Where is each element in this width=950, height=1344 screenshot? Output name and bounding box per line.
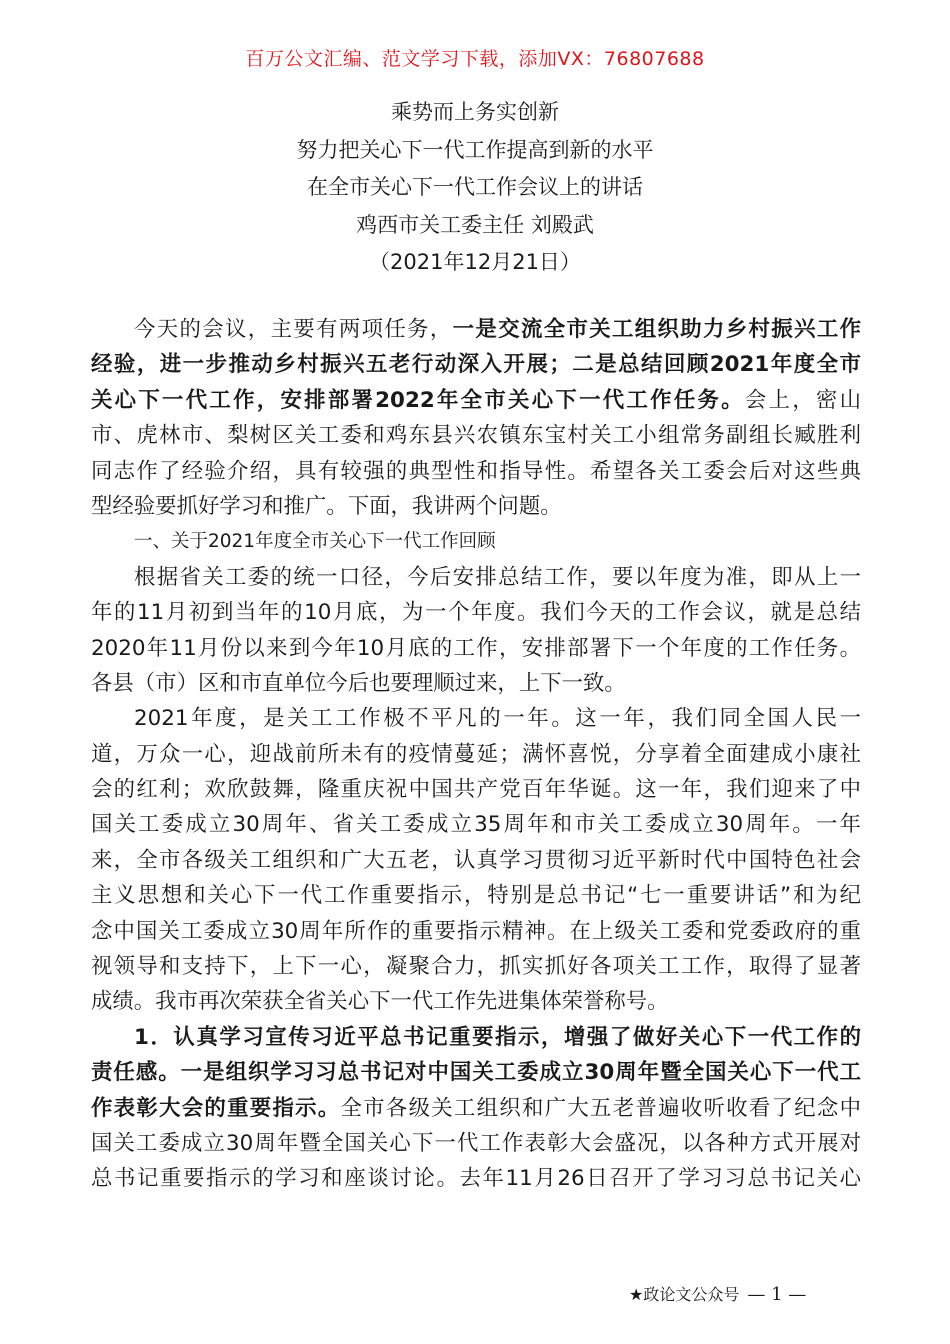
- paragraph-line: 年的11月初到当年的10月底，为一个年度。我们今天的工作会议，就是总结: [91, 600, 861, 626]
- paragraph-line: 来，全市各级关工组织和广大五老，认真学习贯彻习近平新时代中国特色社会: [91, 847, 861, 873]
- paragraph-line: 2020年11月份以来到今年10月底的工作，安排部署下一个年度的工作任务。: [91, 635, 861, 661]
- paragraph-line: 成绩。我市再次荣获全省关心下一代工作先进集体荣誉称号。: [91, 989, 669, 1015]
- section-heading: 一、关于2021年度全市关心下一代工作回顾: [134, 531, 496, 553]
- paragraph-line: 作表彰大会的重要指示。全市各级关工组织和广大五老普遍收听收看了纪念中: [91, 1095, 861, 1121]
- paragraph-line: 市、虎林市、梨树区关工委和鸡东县兴农镇东宝村关工小组常务副组长臧胜利: [91, 423, 861, 449]
- paragraph-line: 视领导和支持下，上下一心，凝聚合力，抓实抓好各项关工工作，取得了显著: [91, 954, 861, 980]
- title-line-1: 乘势而上务实创新: [391, 100, 559, 124]
- paragraph-line: 主义思想和关心下一代工作重要指示，特别是总书记“七一重要讲话”和为纪: [91, 883, 861, 909]
- paragraph-line: 2021年度，是关工工作极不平凡的一年。这一年，我们同全国人民一: [134, 706, 861, 732]
- paragraph-line: 关心下一代工作，安排部署2022年全市关心下一代工作任务。会上，密山: [91, 387, 861, 413]
- paragraph-line: 道，万众一心，迎战前所未有的疫情蔓延；满怀喜悦，分享着全面建成小康社: [91, 741, 861, 767]
- paragraph-line: 念中国关工委成立30周年所作的重要指示精神。在上级关工委和党委政府的重: [91, 918, 861, 944]
- paragraph-line: 责任感。一是组织学习习总书记对中国关工委成立30周年暨全国关心下一代工: [91, 1060, 861, 1086]
- paragraph-line: 同志作了经验介绍，具有较强的典型性和指导性。希望各关工委会后对这些典: [91, 458, 861, 484]
- title-block: [0, 94, 950, 282]
- paragraph-line: 今天的会议，主要有两项任务，一是交流全市关工组织助力乡村振兴工作: [134, 317, 861, 342]
- paragraph-line: 各县（市）区和市直单位今后也要理顺过来，上下一致。: [91, 670, 626, 696]
- title-line-2: 努力把关心下一代工作提高到新的水平: [296, 137, 654, 162]
- paragraph-line: 会的红利；欢欣鼓舞，隆重庆祝中国共产党百年华诞。这一年，我们迎来了中: [91, 777, 861, 803]
- paragraph-line: 经验，进一步推动乡村振兴五老行动深入开展；二是总结回顾2021年度全市: [91, 352, 861, 378]
- paragraph-line: 1．认真学习宣传习近平总书记重要指示，增强了做好关心下一代工作的: [134, 1024, 861, 1050]
- body-text: [91, 312, 861, 1197]
- page-footer: [629, 1282, 806, 1305]
- paragraph-line: 根据省关工委的统一口径，今后安排总结工作，要以年度为准，即从上一: [134, 564, 861, 590]
- paragraph-line: 型经验要抓好学习和推广。下面，我讲两个问题。: [91, 493, 562, 519]
- paragraph-line: 国关工委成立30周年暨全国关心下一代工作表彰大会盛况，以各种方式开展对: [91, 1130, 861, 1156]
- author-line: 鸡西市关工委主任 刘殿武: [356, 212, 594, 237]
- title-line-3: 在全市关心下一代工作会议上的讲话: [307, 175, 643, 199]
- paragraph-line: 国关工委成立30周年、省关工委成立35周年和市关工委成立30周年。一年: [91, 812, 861, 838]
- date-line: （2021年12月21日）: [369, 250, 581, 274]
- paragraph-line: 总书记重要指示的学习和座谈讨论。去年11月26日召开了学习习总书记关心: [91, 1166, 861, 1192]
- footer-label: ★政论文公众号: [629, 1285, 740, 1304]
- page-number: — 1 —: [747, 1284, 807, 1305]
- promo-banner: 百万公文汇编、范文学习下载，添加VX：76807688: [245, 48, 705, 70]
